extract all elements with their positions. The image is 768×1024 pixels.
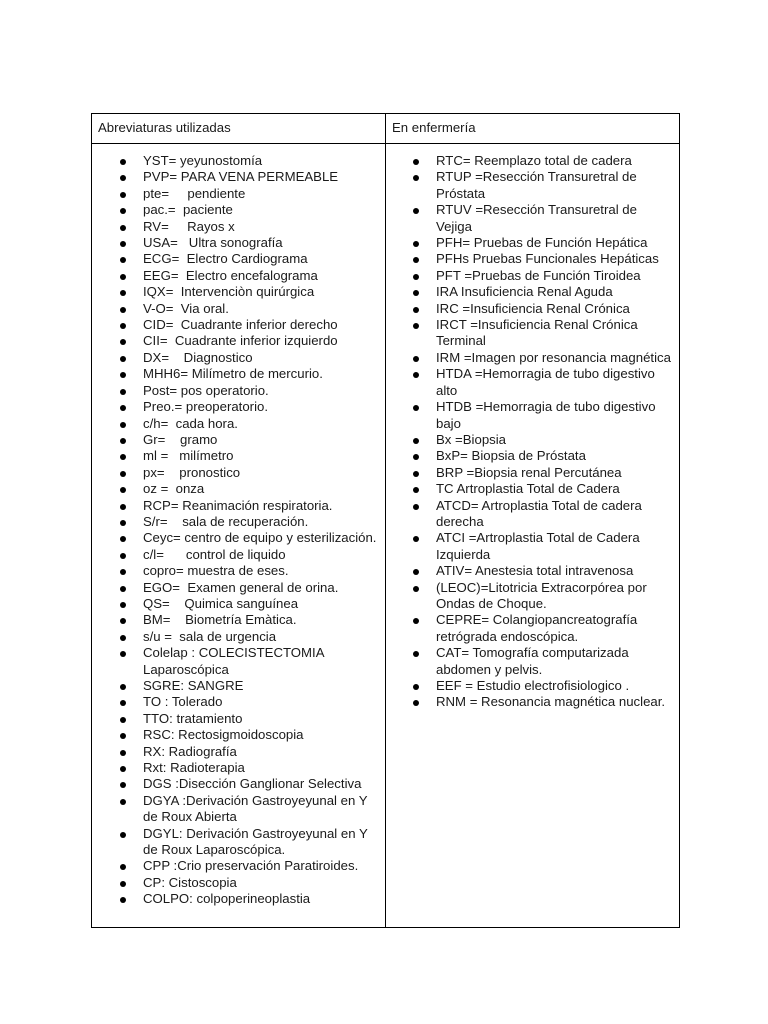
list-item (386, 317, 675, 350)
list-item (386, 563, 675, 579)
bullet-icon (413, 372, 419, 378)
list-item (386, 399, 675, 432)
bullet-icon (120, 799, 126, 805)
bullet-icon (413, 323, 419, 329)
list-item (92, 530, 381, 546)
list-item (386, 235, 675, 251)
list-item (92, 891, 381, 907)
list-item (92, 711, 381, 727)
list-item-text: BRP =Biopsia renal Percutánea (436, 464, 622, 480)
bullet-icon (120, 192, 126, 198)
abbreviation-list-left (92, 144, 385, 908)
bullet-icon (413, 651, 419, 657)
list-item-text: IRA Insuficiencia Renal Aguda (436, 284, 613, 300)
list-item (92, 268, 381, 284)
list-item-text: TTO: tratamiento (143, 710, 243, 726)
list-item-text: MHH6= Milímetro de mercurio. (143, 366, 323, 382)
bullet-icon (120, 471, 126, 477)
list-item (92, 153, 381, 169)
list-item (92, 678, 381, 694)
header-abreviaturas: Abreviaturas utilizadas (92, 114, 386, 144)
list-item-text: USA= Ultra sonografía (143, 235, 283, 251)
bullet-icon (120, 438, 126, 444)
list-item (92, 744, 381, 760)
bullet-icon (120, 487, 126, 493)
list-item-text: TC Artroplastia Total de Cadera (436, 481, 620, 497)
bullet-icon (413, 569, 419, 575)
list-item-text: px= pronostico (143, 464, 241, 480)
list-item-text: EEG= Electro encefalograma (143, 267, 318, 283)
bullet-icon (120, 553, 126, 559)
list-item-text: V-O= Via oral. (143, 300, 229, 316)
list-item (92, 350, 381, 366)
list-item-text: RTC= Reemplazo total de cadera (436, 153, 632, 168)
bullet-icon (120, 208, 126, 214)
list-item (92, 366, 381, 382)
list-item-text: CPP :Crio preservación Paratiroides. (143, 858, 359, 874)
list-item (92, 547, 381, 563)
list-item-text: CII= Cuadrante inferior izquierdo (143, 333, 338, 349)
list-item-text: RV= Rayos x (143, 218, 235, 234)
list-item (92, 612, 381, 628)
list-item (92, 760, 381, 776)
list-item-text: (LEOC)=Litotricia Extracorpórea por Ondas de Choque. (436, 579, 651, 611)
list-item (92, 465, 381, 481)
list-item-text: IRC =Insuficiencia Renal Crónica (436, 300, 630, 316)
bullet-icon (120, 405, 126, 411)
bullet-icon (120, 684, 126, 690)
bullet-icon (120, 733, 126, 739)
list-item (386, 612, 675, 645)
list-item-text: Colelap : COLECISTECTOMIA Laparoscópica (143, 645, 328, 677)
bullet-icon (120, 832, 126, 838)
bullet-icon (120, 225, 126, 231)
bullet-icon (413, 405, 419, 411)
list-item-text: CAT= Tomografía computarizada abdomen y pelvis. (436, 645, 633, 677)
bullet-icon (120, 454, 126, 460)
bullet-icon (413, 290, 419, 296)
bullet-icon (120, 290, 126, 296)
bullet-icon (120, 372, 126, 378)
list-item (92, 432, 381, 448)
list-item-text: PVP= PARA VENA PERMEABLE (143, 169, 339, 185)
list-item (386, 169, 675, 202)
list-item-text: HTDA =Hemorragia de tubo digestivo alto (436, 366, 659, 398)
list-item-text: DX= Diagnostico (143, 349, 253, 365)
bullet-icon (120, 635, 126, 641)
list-item-text: DGS :Disección Ganglionar Selectiva (143, 776, 362, 792)
list-item (386, 153, 675, 169)
bullet-icon (120, 175, 126, 181)
list-item-text: IRCT =Insuficiencia Renal Crónica Terminal (436, 317, 642, 349)
bullet-icon (120, 864, 126, 870)
list-item-text: ATIV= Anestesia total intravenosa (436, 563, 634, 579)
list-item (386, 481, 675, 497)
list-item-text: Post= pos operatorio. (143, 382, 269, 398)
list-item-text: PFT =Pruebas de Función Tiroidea (436, 267, 641, 283)
list-item (386, 432, 675, 448)
list-item (92, 219, 381, 235)
bullet-icon (413, 684, 419, 690)
list-item-text: YST= yeyunostomía (143, 153, 263, 168)
list-item (92, 317, 381, 333)
bullet-icon (120, 569, 126, 575)
list-item (92, 202, 381, 218)
bullet-icon (413, 586, 419, 592)
bullet-icon (120, 356, 126, 362)
bullet-icon (120, 389, 126, 395)
bullet-icon (120, 257, 126, 263)
bullet-icon (120, 422, 126, 428)
table-header-row (92, 114, 680, 144)
bullet-icon (413, 618, 419, 624)
list-item-text: QS= Quimica sanguínea (143, 595, 299, 611)
list-item (92, 580, 381, 596)
bullet-icon (413, 356, 419, 362)
bullet-icon (413, 471, 419, 477)
list-item (92, 481, 381, 497)
list-item-text: PFH= Pruebas de Función Hepática (436, 235, 648, 251)
list-item-text: PFHs Pruebas Funcionales Hepáticas (436, 251, 659, 267)
list-item-text: TO : Tolerado (143, 694, 223, 710)
list-item (386, 645, 675, 678)
list-item-text: Rxt: Radioterapia (143, 760, 245, 776)
list-item (92, 301, 381, 317)
list-item (92, 629, 381, 645)
bullet-icon (413, 536, 419, 542)
list-item-text: CID= Cuadrante inferior derecho (143, 317, 338, 333)
list-item-text: IQX= Intervenciòn quirúrgica (143, 284, 315, 300)
list-item (386, 202, 675, 235)
list-item (92, 645, 381, 678)
column2-cell (386, 144, 680, 928)
list-item-text: RTUP =Resección Transuretral de Próstata (436, 169, 641, 201)
bullet-icon (120, 504, 126, 510)
list-item (92, 793, 381, 826)
header-enfermeria: En enfermería (386, 114, 680, 144)
bullet-icon (413, 438, 419, 444)
list-item (386, 366, 675, 399)
bullet-icon (120, 586, 126, 592)
list-item-text: HTDB =Hemorragia de tubo digestivo bajo (436, 399, 660, 431)
list-item-text: CP: Cistoscopia (143, 874, 237, 890)
list-item-text: RSC: Rectosigmoidoscopia (143, 727, 304, 743)
list-item-text: DGYA :Derivación Gastroyeyunal en Y de Roux Abierta (143, 792, 371, 825)
list-item-text: BM= Biometría Emàtica. (143, 612, 297, 628)
list-item-text: BxP= Biopsia de Próstata (436, 448, 586, 464)
bullet-icon (413, 257, 419, 263)
list-item (92, 399, 381, 415)
bullet-icon (413, 208, 419, 214)
list-item-text: RX: Radiografía (143, 743, 237, 759)
bullet-icon (120, 782, 126, 788)
abbreviation-list-right (386, 144, 679, 711)
list-item-text: s/u = sala de urgencia (143, 628, 277, 644)
list-item (386, 465, 675, 481)
list-item (92, 251, 381, 267)
list-item (386, 498, 675, 531)
bullet-icon (120, 897, 126, 903)
bullet-icon (413, 504, 419, 510)
bullet-icon (120, 159, 126, 165)
list-item (92, 284, 381, 300)
list-item (92, 448, 381, 464)
bullet-icon (413, 159, 419, 165)
list-item-text: COLPO: colpoperineoplastia (143, 891, 311, 907)
list-item-text: c/l= control de liquido (143, 546, 286, 562)
list-item (92, 383, 381, 399)
list-item-text: DGYL: Derivación Gastroyeyunal en Y de Roux Laparoscópica. (143, 825, 372, 858)
list-item-text: IRM =Imagen por resonancia magnética (436, 349, 671, 365)
list-item (92, 727, 381, 743)
list-item (92, 235, 381, 251)
bullet-icon (120, 274, 126, 280)
bullet-icon (413, 241, 419, 247)
list-item-text: Preo.= preoperatorio. (143, 399, 268, 415)
list-item (92, 694, 381, 710)
bullet-icon (120, 241, 126, 247)
list-item (386, 530, 675, 563)
list-item (92, 776, 381, 792)
list-item-text: Bx =Biopsia (436, 431, 507, 447)
list-item (386, 350, 675, 366)
list-item (386, 448, 675, 464)
bullet-icon (120, 766, 126, 772)
list-item (386, 694, 675, 710)
list-item-text: S/r= sala de recuperación. (143, 513, 309, 529)
list-item (92, 416, 381, 432)
bullet-icon (120, 536, 126, 542)
list-item-text: c/h= cada hora. (143, 415, 238, 431)
list-item (386, 580, 675, 613)
list-item (92, 826, 381, 859)
list-item-text: copro= muestra de eses. (143, 563, 289, 579)
list-item-text: EEF = Estudio electrofisiologico . (436, 678, 630, 693)
list-item (92, 169, 381, 185)
bullet-icon (120, 520, 126, 526)
list-item-text: pac.= paciente (143, 202, 233, 218)
bullet-icon (120, 323, 126, 329)
list-item-text: ATCI =Artroplastia Total de Cadera Izquierda (436, 530, 644, 562)
list-item (92, 875, 381, 891)
bullet-icon (120, 618, 126, 624)
list-item-text: Gr= gramo (143, 431, 218, 447)
bullet-icon (413, 175, 419, 181)
list-item (92, 514, 381, 530)
list-item (92, 186, 381, 202)
list-item (92, 333, 381, 349)
column1-cell (92, 144, 386, 928)
list-item (92, 498, 381, 514)
list-item (92, 858, 381, 874)
list-item-text: oz = onza (143, 481, 205, 497)
list-item-text: Ceyc= centro de equipo y esterilización. (143, 530, 377, 546)
list-item (92, 596, 381, 612)
bullet-icon (413, 700, 419, 706)
table-body-row (92, 144, 680, 928)
list-item-text: ECG= Electro Cardiograma (143, 251, 308, 267)
list-item-text: RNM = Resonancia magnética nuclear. (436, 694, 666, 710)
bullet-icon (413, 487, 419, 493)
list-item (386, 284, 675, 300)
abbreviations-table (91, 113, 680, 928)
bullet-icon (120, 307, 126, 313)
bullet-icon (120, 339, 126, 345)
list-item-text: ATCD= Artroplastia Total de cadera derecha (436, 497, 646, 529)
bullet-icon (413, 274, 419, 280)
bullet-icon (413, 307, 419, 313)
list-item-text: pte= pendiente (143, 185, 246, 201)
list-item-text: RCP= Reanimación respiratoria. (143, 497, 333, 513)
bullet-icon (120, 651, 126, 657)
list-item (386, 251, 675, 267)
list-item (92, 563, 381, 579)
bullet-icon (120, 750, 126, 756)
list-item-text: ml = milímetro (143, 448, 234, 464)
list-item-text: SGRE: SANGRE (143, 678, 244, 693)
bullet-icon (120, 881, 126, 887)
bullet-icon (120, 717, 126, 723)
list-item (386, 268, 675, 284)
list-item-text: CEPRE= Colangiopancreatografía retrógrada endoscópica. (436, 612, 641, 644)
list-item (386, 678, 675, 694)
list-item (386, 301, 675, 317)
bullet-icon (120, 602, 126, 608)
bullet-icon (120, 700, 126, 706)
bullet-icon (413, 454, 419, 460)
list-item-text: EGO= Examen general de orina. (143, 579, 339, 595)
list-item-text: RTUV =Resección Transuretral de Vejiga (436, 202, 641, 234)
